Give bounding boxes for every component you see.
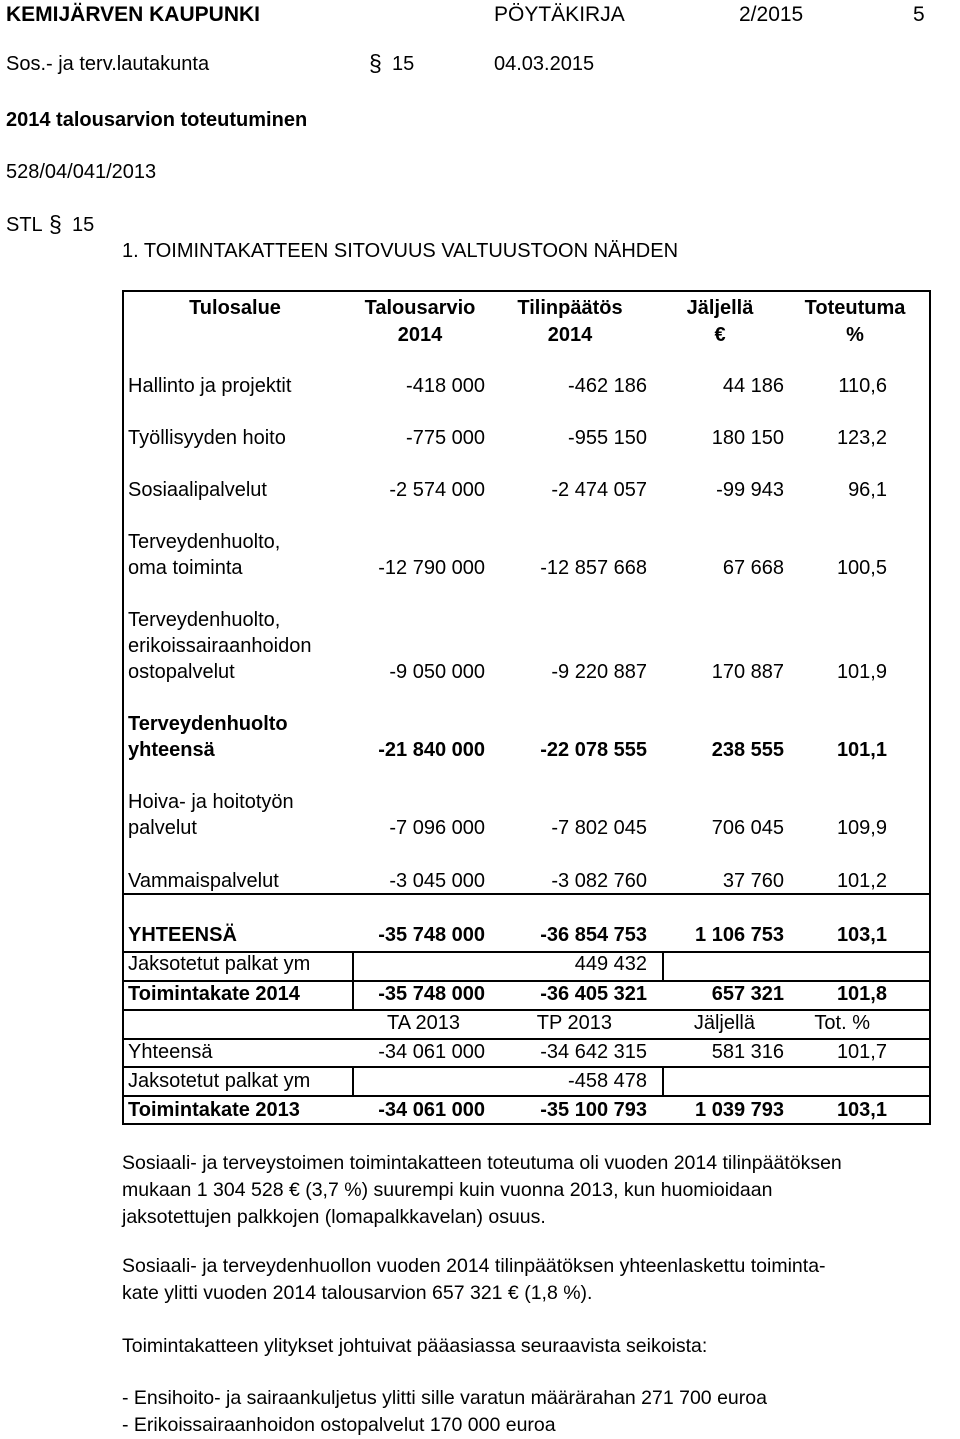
- city-name: KEMIJÄRVEN KAUPUNKI: [6, 3, 260, 26]
- row-tilinpaatos: -34 642 315: [540, 1041, 647, 1063]
- row-name-line1: Hoiva- ja hoitotyön: [128, 791, 294, 813]
- row-jaljella: 180 150: [711, 427, 784, 449]
- row-jaljella: 1 039 793: [695, 1099, 784, 1121]
- row-tilinpaatos: -22 078 555: [540, 739, 647, 761]
- row-jaljella: 238 555: [711, 739, 784, 761]
- row-name: YHTEENSÄ: [128, 924, 237, 946]
- section-mark-icon: §: [369, 50, 382, 76]
- row-toteutuma: 96,1: [848, 479, 887, 501]
- col-header-tilinpaatos: Tilinpäätös: [517, 297, 623, 319]
- row-toteutuma: 123,2: [836, 427, 887, 449]
- row-name: Työllisyyden hoito: [128, 427, 286, 449]
- row-jaljella: 657 321: [711, 983, 784, 1005]
- row-tilinpaatos: -7 802 045: [551, 817, 647, 839]
- row-toteutuma: 101,2: [836, 870, 887, 892]
- paragraph-1-line: jaksotettujen palkkojen (lomapalkkavelan) osuus.: [122, 1206, 546, 1228]
- paragraph-2-line: Sosiaali- ja terveydenhuollon vuoden 2014 tilinpäätöksen yhteenlaskettu toiminta-: [122, 1255, 826, 1277]
- list-item: - Erikoissairaanhoidon ostopalvelut 170 000 euroa: [122, 1414, 556, 1436]
- row-tilinpaatos: -35 100 793: [540, 1099, 647, 1121]
- summary-rule: [122, 980, 930, 982]
- header-jaljella-2013: Jäljellä: [693, 1012, 755, 1034]
- summary-top-rule: [122, 893, 930, 895]
- col-header-jaljella: Jäljellä: [686, 297, 754, 319]
- row-toteutuma: 100,5: [836, 557, 887, 579]
- summary-col-divider: [352, 1066, 354, 1095]
- paragraph-1-line: Sosiaali- ja terveystoimen toimintakatteen toteutuma oli vuoden 2014 tilinpäätöksen: [122, 1152, 842, 1174]
- row-name: Toimintakate 2013: [128, 1099, 300, 1121]
- row-name: Sosiaalipalvelut: [128, 479, 267, 501]
- row-talousarvio: -418 000: [406, 375, 485, 397]
- row-tilinpaatos: -3 082 760: [551, 870, 647, 892]
- stl-number: 15: [72, 214, 95, 236]
- row-talousarvio: -12 790 000: [378, 557, 485, 579]
- row-toteutuma: 101,1: [836, 739, 887, 761]
- row-talousarvio: -775 000: [406, 427, 485, 449]
- table-left-border: [122, 290, 124, 1125]
- row-jaljella: 37 760: [722, 870, 784, 892]
- row-name: Vammaispalvelut: [128, 870, 279, 892]
- row-tilinpaatos: -458 478: [568, 1070, 647, 1092]
- row-toteutuma: 101,7: [836, 1041, 887, 1063]
- row-talousarvio: -34 061 000: [378, 1041, 485, 1063]
- row-tilinpaatos: -462 186: [568, 375, 647, 397]
- row-name: Jaksotetut palkat ym: [128, 1070, 311, 1092]
- row-name-line2: palvelut: [128, 817, 197, 839]
- section-number: 15: [392, 53, 415, 75]
- row-name-line2: yhteensä: [128, 739, 215, 761]
- row-talousarvio: -21 840 000: [378, 739, 485, 761]
- row-tilinpaatos: -2 474 057: [551, 479, 647, 501]
- row-talousarvio: -7 096 000: [389, 817, 485, 839]
- row-jaljella: 706 045: [711, 817, 784, 839]
- list-item: - Ensihoito- ja sairaankuljetus ylitti sille varatun määrärahan 271 700 euroa: [122, 1387, 767, 1409]
- row-talousarvio: -35 748 000: [378, 924, 485, 946]
- summary-col-divider: [662, 951, 664, 980]
- board-name: Sos.- ja terv.lautakunta: [6, 53, 210, 75]
- col-header-toteutuma-unit: %: [846, 324, 864, 346]
- row-tilinpaatos: -9 220 887: [551, 661, 647, 683]
- header-tp-2013: TP 2013: [536, 1012, 612, 1034]
- summary-rule: [122, 1095, 930, 1097]
- row-toteutuma: 101,9: [836, 661, 887, 683]
- row-jaljella: 581 316: [711, 1041, 784, 1063]
- table-right-border: [929, 290, 931, 1125]
- meeting-date: 04.03.2015: [494, 53, 595, 75]
- header-tot-2013: Tot. %: [814, 1012, 870, 1034]
- row-name: Jaksotetut palkat ym: [128, 953, 311, 975]
- row-talousarvio: -35 748 000: [378, 983, 485, 1005]
- row-talousarvio: -3 045 000: [389, 870, 485, 892]
- stl-label: STL: [6, 214, 43, 236]
- row-talousarvio: -34 061 000: [378, 1099, 485, 1121]
- row-tilinpaatos: -36 405 321: [540, 983, 647, 1005]
- row-jaljella: 44 186: [722, 375, 784, 397]
- row-name-line2: erikoissairaanhoidon: [128, 635, 312, 657]
- summary-rule: [122, 1038, 930, 1040]
- bullet-list: [122, 1385, 957, 1439]
- row-talousarvio: -2 574 000: [389, 479, 485, 501]
- section-title: 1. TOIMINTAKATTEEN SITOVUUS VALTUUSTOON NÄHDEN: [122, 240, 679, 262]
- summary-rule: [122, 1009, 930, 1011]
- row-name: Hallinto ja projektit: [128, 375, 292, 397]
- paragraph-3: [122, 1333, 957, 1360]
- row-jaljella: 170 887: [711, 661, 784, 683]
- col-header-toteutuma: Toteutuma: [804, 297, 906, 319]
- table-top-border: [122, 290, 930, 292]
- col-header-tulosalue: Tulosalue: [189, 297, 281, 319]
- row-tilinpaatos: 449 432: [574, 953, 647, 975]
- col-header-talousarvio-year: 2014: [397, 324, 443, 346]
- row-jaljella: 1 106 753: [695, 924, 784, 946]
- row-toteutuma: 103,1: [836, 924, 887, 946]
- summary-rule: [122, 1066, 930, 1068]
- row-toteutuma: 103,1: [836, 1099, 887, 1121]
- row-name-line2: oma toiminta: [128, 557, 243, 579]
- row-tilinpaatos: -955 150: [568, 427, 647, 449]
- page-subject: 2014 talousarvion toteutuminen: [6, 109, 308, 131]
- page-number: 5: [913, 3, 925, 26]
- row-toteutuma: 109,9: [836, 817, 887, 839]
- row-name-line1: Terveydenhuolto,: [128, 609, 281, 631]
- table-bottom-border: [122, 1123, 930, 1125]
- doc-type: PÖYTÄKIRJA: [494, 3, 625, 26]
- row-toteutuma: 101,8: [836, 983, 887, 1005]
- paragraph-2-line: kate ylitti vuoden 2014 talousarvion 657 321 € (1,8 %).: [122, 1282, 593, 1304]
- row-tilinpaatos: -36 854 753: [540, 924, 647, 946]
- col-header-jaljella-unit: €: [714, 324, 726, 346]
- paragraph-3-line: Toimintakatteen ylitykset johtuivat pääasiassa seuraavista seikoista:: [122, 1335, 708, 1357]
- col-header-tilinpaatos-year: 2014: [547, 324, 593, 346]
- row-name-line1: Terveydenhuolto: [128, 713, 288, 735]
- row-name: Toimintakate 2014: [128, 983, 300, 1005]
- paragraph-1-line: mukaan 1 304 528 € (3,7 %) suurempi kuin vuonna 2013, kun huomioidaan: [122, 1179, 773, 1201]
- row-talousarvio: -9 050 000: [389, 661, 485, 683]
- reference-number: 528/04/041/2013: [6, 161, 157, 183]
- header-ta-2013: TA 2013: [386, 1012, 460, 1034]
- row-toteutuma: 110,6: [838, 375, 887, 397]
- row-name: Yhteensä: [128, 1041, 213, 1063]
- row-name-line3: ostopalvelut: [128, 661, 235, 683]
- summary-col-divider: [662, 1066, 664, 1095]
- row-jaljella: -99 943: [716, 479, 784, 501]
- stl-section-mark-icon: §: [49, 211, 62, 237]
- paragraph-1: [122, 1150, 957, 1231]
- doc-number: 2/2015: [739, 3, 804, 26]
- row-tilinpaatos: -12 857 668: [540, 557, 647, 579]
- row-name-line1: Terveydenhuolto,: [128, 531, 281, 553]
- col-header-talousarvio: Talousarvio: [364, 297, 476, 319]
- row-jaljella: 67 668: [722, 557, 784, 579]
- paragraph-2: [122, 1253, 957, 1307]
